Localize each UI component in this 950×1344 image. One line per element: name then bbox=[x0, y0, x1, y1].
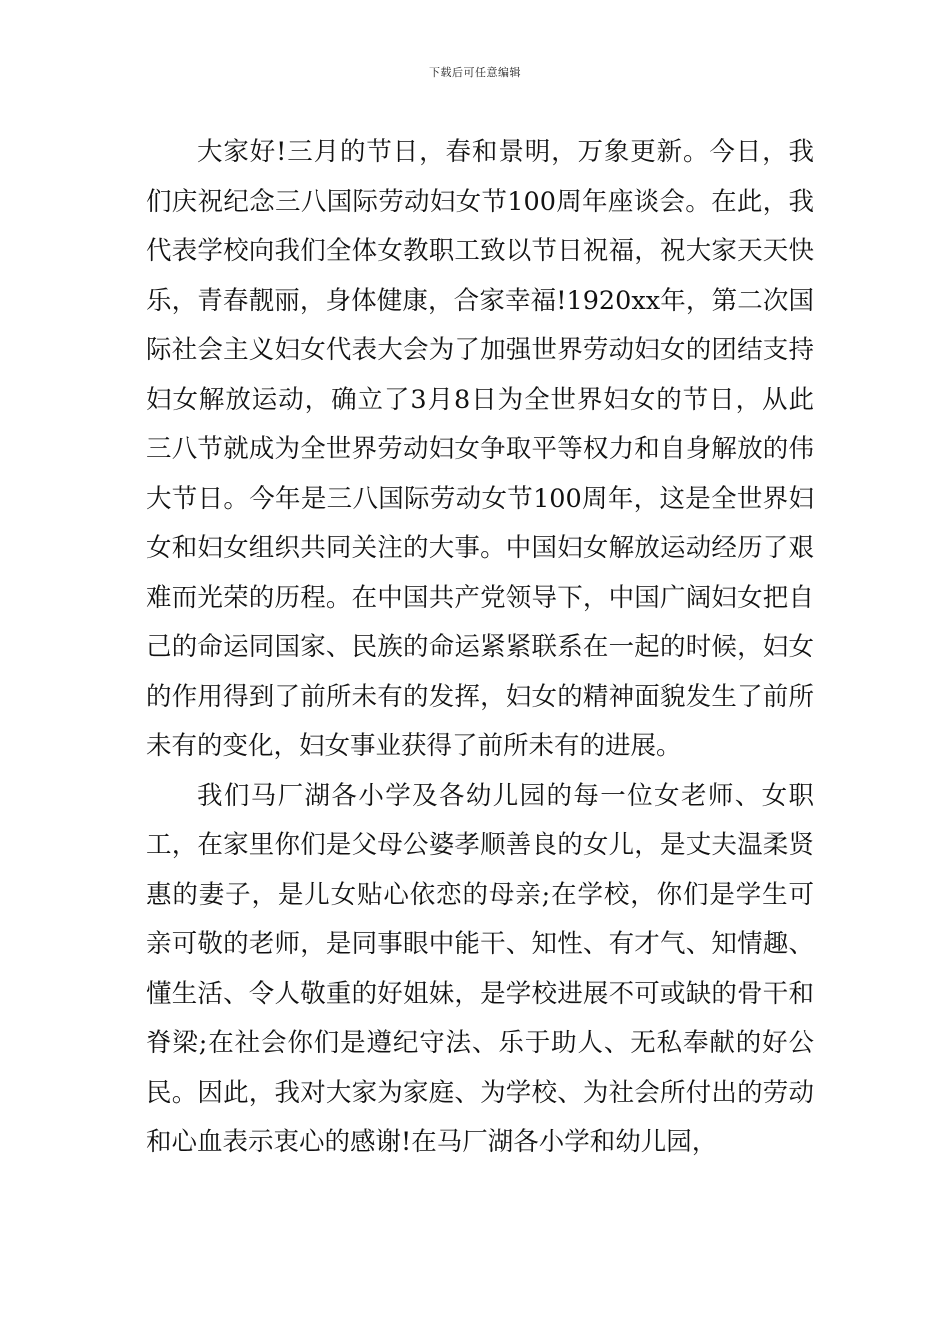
paragraph-2: 我们马厂湖各小学及各幼儿园的每一位女老师、女职工，在家里你们是父母公婆孝顺善良的女儿，是丈夫温柔贤惠的妻子，是儿女贴心依恋的母亲;在学校，你们是学生可亲可敬的老师，是同事眼中能干、知性、有才气、知情趣、懂生活、令人敬重的好姐妹，是学校进展不可或缺的骨干和脊梁;在社会你们是遵纪守法、乐于助人、无私奉献的好公民。因此，我对大家为家庭、为学校、为社会所付出的劳动和心血表示衷心的感谢!在马厂湖各小学和幼儿园， bbox=[146, 780, 814, 1157]
page-header-note: 下载后可任意编辑 bbox=[429, 66, 521, 79]
paragraph-1: 大家好!三月的节日，春和景明，万象更新。今日，我们庆祝纪念三八国际劳动妇女节100周年座谈会。在此，我代表学校向我们全体女教职工致以节日祝福，祝大家天天快乐，青春靓丽，身体健康，合家幸福!1920xx年，第二次国际社会主义妇女代表大会为了加强世界劳动妇女的团结支持妇女解放运动，确立了3月8日为全世界妇女的节日，从此三八节就成为全世界劳动妇女争取平等权力和自身解放的伟大节日。今年是三八国际劳动女节100周年，这是全世界妇女和妇女组织共同关注的大事。中国妇女解放运动经历了艰难而光荣的历程。在中国共产党领导下，中国广阔妇女把自己的命运同国家、民族的命运紧紧联系在一起的时候，妇女的作用得到了前所未有的发挥，妇女的精神面貌发生了前所未有的变化，妇女事业获得了前所未有的进展。 bbox=[146, 137, 814, 761]
document-body bbox=[146, 128, 814, 1168]
